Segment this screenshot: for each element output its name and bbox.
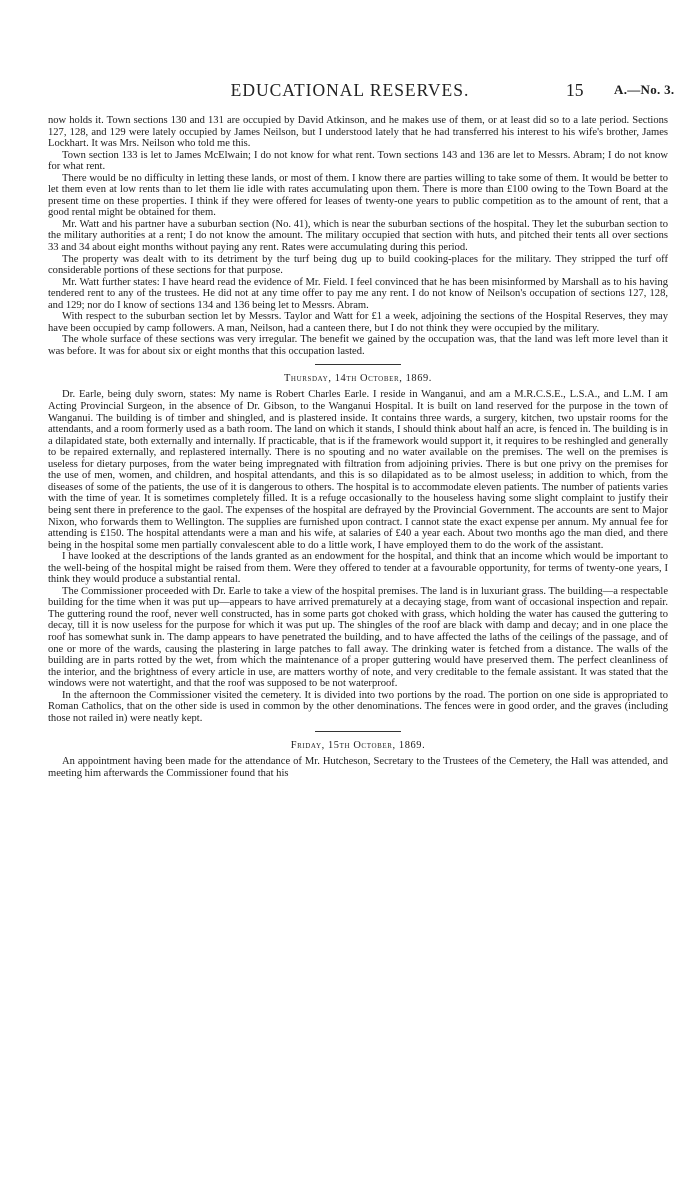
paragraph: I have looked at the descriptions of the lands granted as an endowment for the hospital, and think that an income which would be important to the well-being of the hospital might be raised from them. Were they offered to tender at a favourable opportunity, for terms of twenty-one years, I think they would produce a substantial rental.	[48, 551, 668, 586]
paragraph: Dr. Earle, being duly sworn, states: My name is Robert Charles Earle. I reside in Wanganui, and am a M.R.C.S.E., L.S.A., and L.M. I am Acting Provincial Surgeon, in the absence of Dr. Gibson, to the Wanganui Hospital. It is built on land reserved for the purpose in the town of Wanganui. The building is of timber and shingled, and is plastered inside. It contains three wards, a surgery, kitchen, two upstair rooms for the attendants, and a room formerly used as a bath room. The land on which it stands, I should think about half an acre, is fenced in. The building is in a dilapidated state, both externally and internally. If practicable, that is if the framework would support it, it requires to be reshingled and generally to be repaired externally, and replastered internally. There is no spouting and no water available on the premises. The well on the premises is useless for dietary purposes, from the water being impregnated with filtration from adjoining privies. There is but one privy on the premises for the use of men, women, and children, and hospital attendants, and this is so dilapidated as to be almost useless; in addition to which, from the diseases of some of the patients, the use of it is dangerous to others. The hospital is to accommodate eleven patients. The number of patients varies with the time of year. It is sometimes completely filled. It is a refuge occasionally to the houseless having some slight complaint to justify their being sent there in preference to the gaol. The expenses of the hospital are defrayed by the Provincial Government. The accounts are sent to Major Nixon, who forwards them to Wellington. The supplies are furnished upon contract. I cannot state the exact expense per annum. My annual fee for attending is £150. The hospital attendants were a man and his wife, at salaries of £40 a year each. About two months ago the man died, and there being in the hospital some men partially convalescent able to do a little work, I have employed them to do the work of the assistant.	[48, 389, 668, 551]
page-header	[0, 80, 700, 106]
paragraph: The Commissioner proceeded with Dr. Earle to take a view of the hospital premises. The land is in luxuriant grass. The building—a respectable building for the time when it was put up—appears to have arrived prematurely at a decaying stage, from want of occasional inspection and repair. The guttering round the roof, never well constructed, has in some parts got choked with grass, which holding the water has caused the guttering to decay, till it is now useless for the purpose for which it was put up. The shingles of the roof are black with damp and decay; and in one place the roof has somewhat sunk in. The damp appears to have penetrated the building, and to have affected the laths of the ceilings of the passage, and of one or more of the wards, causing the plastering in large patches to fall away. The drinking water is fetched from a distance. The walls of the building are in parts rotted by the wet, from which the maintenance of a proper guttering would have preserved them. The perfect cleanliness of the interior, and the brightness of every article in use, are matters worthy of note, and very creditable to the female assistant. It was stated that the windows were not watertight, and that the roof was supposed to be not waterproof.	[48, 585, 668, 690]
paragraph: The property was dealt with to its detriment by the turf being dug up to build cooking-places for the military. They stripped the turf off considerable portions of these sections for that purpose.	[48, 253, 668, 277]
paragraph: Mr. Watt and his partner have a suburban section (No. 41), which is near the suburban sections of the hospital. They let the suburban section to the military authorities at a rent; I do not know the amount. The military occupied that section with huts, and pitched their tents all over sections 33 and 34 about eight months without paying any rent. Rates were accumulating during this period.	[48, 218, 668, 254]
paragraph: There would be no difficulty in letting these lands, or most of them. I know there are parties willing to take some of them. It would be better to let them even at low rents than to let them lie idle with rates accumulating upon them. There is more than £100 owing to the Town Board at the present time on these properties. I think if they were offered for leases of twenty-one years to public competition as to the amount of rent, that a good rental might be obtained for them.	[48, 172, 668, 219]
paragraph: Town section 133 is let to James McElwain; I do not know for what rent. Town sections 143 and 136 are let to Messrs. Abram; I do not know for what rent.	[48, 149, 668, 173]
paragraph: An appointment having been made for the attendance of Mr. Hutcheson, Secretary to the Trustees of the Cemetery, the Hall was attended, and meeting him afterwards the Commissioner found that his	[48, 756, 668, 779]
page-title: EDUCATIONAL RESERVES.	[230, 80, 470, 100]
paragraph: Mr. Watt further states: I have heard read the evidence of Mr. Field. I feel convinced that he has been misinformed by Marshall as to his having tendered rent to any of the trustees. He did not at any time offer to pay me any rent. I do not know of Neilson's occupation of sections 127, 128, and 129; nor do I know of sections 134 and 136 being let to Messrs. Abram.	[48, 276, 668, 311]
section-divider	[315, 731, 401, 732]
section-date-heading: Friday, 15th October, 1869.	[290, 740, 426, 752]
document-body	[48, 115, 668, 779]
section-date-heading: Thursday, 14th October, 1869.	[283, 373, 433, 385]
paragraph: In the afternoon the Commissioner visited the cemetery. It is divided into two portions by the road. The portion on one side is appropriated to Roman Catholics, that on the other side is used in common by the other denominations. The fences were in good order, and the graves (including those not railed in) were neatly kept.	[48, 689, 668, 724]
paragraph: The whole surface of these sections was very irregular. The benefit we gained by the occupation was, that the land was left more level than it was before. It was for about six or eight months that this occupation lasted.	[48, 334, 668, 357]
page-number: 15	[566, 80, 584, 100]
section-divider	[315, 364, 401, 365]
document-reference: A.—No. 3.	[614, 82, 675, 97]
paragraph: now holds it. Town sections 130 and 131 are occupied by David Atkinson, and he makes use of them, or at least did so to a late period. Sections 127, 128, and 129 were lately occupied by James Neilson, but I understood lately that he had transferred his interest to his wife's brother, James Lockhart. It was Mrs. Neilson who told me this.	[48, 115, 668, 150]
paragraph: With respect to the suburban section let by Messrs. Taylor and Watt for £1 a week, adjoining the sections of the Hospital Reserves, they may have been occupied by camp followers. A man, Neilson, had a canteen there, but I do not think they were occupied by the military.	[48, 311, 668, 334]
